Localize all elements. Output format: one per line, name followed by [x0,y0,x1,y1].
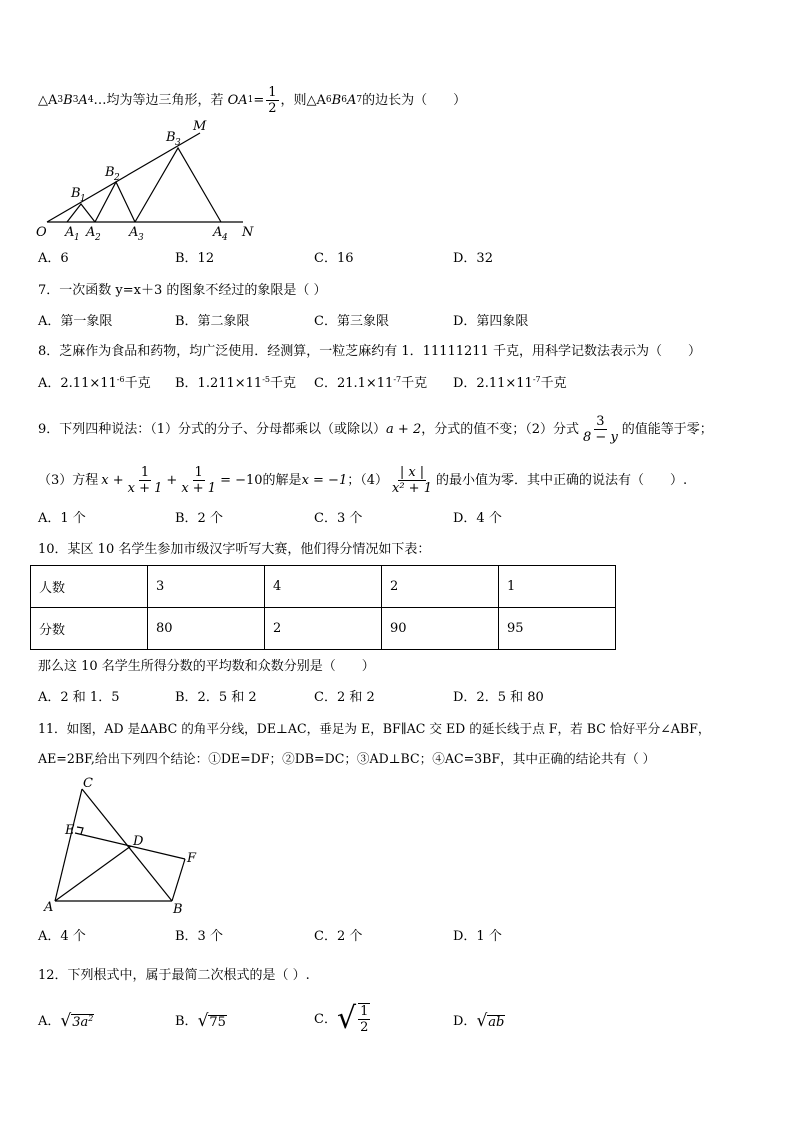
q7-stem: 7．一次函数 y=x＋3 的图象不经过的象限是（ ） [38,283,327,298]
label-A4: A [213,225,223,240]
q12-option-d[interactable]: D． √ ab [453,1011,505,1031]
q11-line1: 11．如图，AD 是∆ABC 的角平分线，DE⊥AC，垂足为 E，BF∥AC 交 ED 的延长线于点 F，若 BC 恰好平分∠ABF， [38,721,711,736]
label-A1: A [65,225,75,240]
label-A3: A [129,225,139,240]
svg-text:1: 1 [80,194,86,204]
table-cell: 95 [499,608,616,650]
table-cell: 人数 [31,566,148,608]
label-B3: B [166,130,176,145]
table-cell: 分数 [31,608,148,650]
q9-fraction-abs: $\frac{| x |}{\text{x² + 1}}$ [392,464,432,496]
label-B: B [173,902,183,917]
q7-option-b[interactable]: B．第二象限 [175,314,250,329]
q11-option-b[interactable]: B．3 个 [175,929,223,944]
q11-line2: AE=2BF,给出下列四个结论：①DE=DF；②DB=DC；③AD⊥BC；④AC=3BF，其中正确的结论共有（ ） [38,751,656,766]
svg-text:2: 2 [95,233,101,243]
table-row [31,608,616,650]
q8-option-d[interactable]: D．$2.11\times 11^{-7}$千克 [453,375,567,391]
label-E: E [65,823,75,838]
label-D: D [133,834,144,849]
q9-fraction-eq2: $\frac{1}{x + 1}$ [181,464,217,496]
q6-fraction: $\frac{1}{2}$ [268,84,277,116]
label-N: N [242,225,254,240]
table-cell: 4 [265,566,382,608]
label-M: M [193,119,207,134]
q8-option-a[interactable]: A．$2.11\times 11^{-6}$千克 [38,375,151,391]
q11-option-c[interactable]: C．2 个 [314,929,363,944]
q12-option-c[interactable]: C． √ $\frac{1}{2}$ [314,1001,369,1036]
score-table [30,565,616,650]
triangle-1 [67,204,95,222]
label-C: C [83,776,93,791]
table-cell: 2 [382,566,499,608]
label-B2: B [105,165,115,180]
q9-option-b[interactable]: B．2 个 [175,511,223,526]
label-F: F [187,851,197,866]
svg-text:1: 1 [74,233,80,243]
right-angle-mark [77,827,83,834]
label-B1: B [71,186,81,201]
q12-option-a[interactable]: A． √ $3a^2$ [38,1011,94,1031]
q6-stem: △A 3 B 3 A 4 …均为等边三角形，若 OA 1 = $\frac{1}{2}$ ，则△A 6 B 6 A 7 的边长为（ ） [38,84,467,116]
q10-option-c[interactable]: C．2 和 2 [314,690,375,705]
q9-line1: 9．下列四种说法：（1）分式的分子、分母都乘以（或除以） a + 2 ，分式的值不变；（2）分式 $\frac{3}{8 - y}$ 的值能等于零； [38,413,713,445]
svg-text:3: 3 [175,138,181,148]
q7-option-a[interactable]: A．第一象限 [38,314,113,329]
triangle-2 [95,182,135,222]
q9-option-d[interactable]: D．4 个 [453,511,502,526]
triangle-3 [135,148,221,222]
q6-option-c[interactable]: C．16 [314,251,354,266]
q9-option-a[interactable]: A．1 个 [38,511,86,526]
table-cell: 80 [148,608,265,650]
q8-option-b[interactable]: B．$1.211\times 11^{-5}$千克 [175,375,297,391]
q9-option-c[interactable]: C．3 个 [314,511,363,526]
q10-option-a[interactable]: A．2 和 1．5 [38,690,120,705]
table-cell: 90 [382,608,499,650]
svg-text:4: 4 [222,233,228,243]
q11-figure [0,770,794,920]
q11-option-a[interactable]: A．4 个 [38,929,86,944]
q10-option-d[interactable]: D．2．5 和 80 [453,690,544,705]
q6-option-a[interactable]: A．6 [38,251,69,266]
q7-option-d[interactable]: D．第四象限 [453,314,529,329]
q7-option-c[interactable]: C．第三象限 [314,314,389,329]
q8-stem: 8．芝麻作为食品和药物，均广泛使用．经测算，一粒芝麻约有 1．11111211 千克，用科学记数法表示为（ ） [38,344,701,359]
table-cell: 1 [499,566,616,608]
label-A2: A [86,225,96,240]
q10-question: 那么这 10 名学生所得分数的平均数和众数分别是（ ） [38,659,375,674]
q6-figure [0,110,794,360]
q11-option-d[interactable]: D．1 个 [453,929,502,944]
q10-stem: 10．某区 10 名学生参加市级汉字听写大赛，他们得分情况如下表： [38,542,431,557]
table-cell: 3 [148,566,265,608]
table-row [31,566,616,608]
q8-option-c[interactable]: C．$21.1\times 11^{-7}$千克 [314,375,428,391]
svg-text:2: 2 [114,173,120,183]
label-O: O [36,225,47,240]
q12-option-b[interactable]: B． √ 75 [175,1011,226,1031]
q10-option-b[interactable]: B．2．5 和 2 [175,690,257,705]
label-A: A [44,900,54,915]
table-cell: 2 [265,608,382,650]
q9-line2: （3）方程 x + $\frac{1}{x + 1}$ + $\frac{1}{x + 1}$ = −10 的解是 x = −1 ；（4） $\frac{| x |}{\text{x² + 1}}$ 的最小值为零．其中正确的说法有（ ）. [38,464,688,496]
segment-EF [75,833,185,859]
q9-fraction-2: $\frac{3}{8 - y}$ [583,413,618,445]
q12-stem: 12．下列根式中，属于最简二次根式的是（ ）. [38,968,310,983]
segment-BF [172,859,185,901]
q9-fraction-eq1: $\frac{1}{x + 1}$ [127,464,163,496]
q6-option-d[interactable]: D．32 [453,251,493,266]
svg-text:3: 3 [138,233,144,243]
q6-option-b[interactable]: B．12 [175,251,215,266]
